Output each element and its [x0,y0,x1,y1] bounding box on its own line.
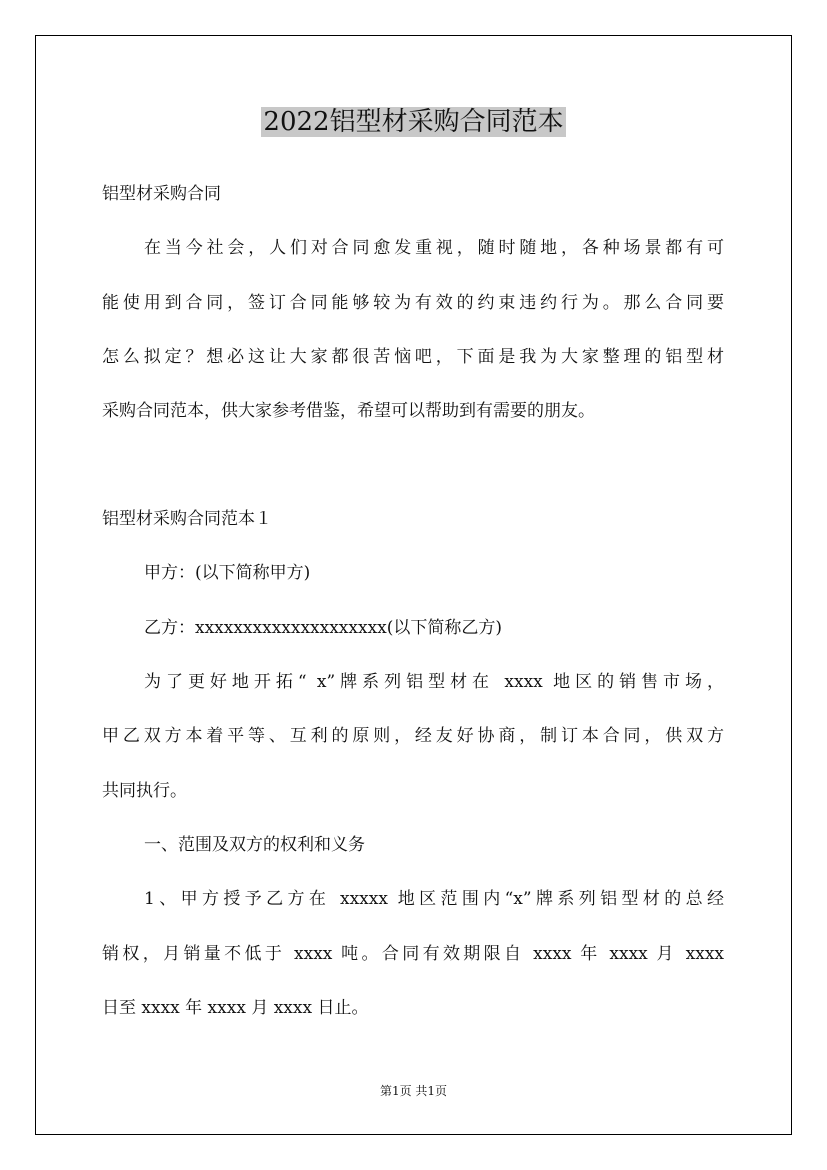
party-b: 乙方：xxxxxxxxxxxxxxxxxxxx(以下简称乙方) [144,618,503,638]
page-footer: 第1页 共1页 [379,1084,448,1098]
intro-line-4: 采购合同范本，供大家参考借鉴，希望可以帮助到有需要的朋友。 [102,401,595,421]
intro-line-2: 能使用到合同，签订合同能够较为有效的约束违约行为。那么合同要 [102,293,724,313]
clause-1-line-3: 日至 xxxx 年 xxxx 月 xxxx 日止。 [102,998,369,1018]
purpose-line-3: 共同执行。 [102,781,187,801]
intro-line-3: 怎么拟定？想必这让大家都很苦恼吧，下面是我为大家整理的铝型材 [102,347,724,367]
clause-heading: 一、范围及双方的权利和义务 [144,835,365,855]
clause-1-line-2: 销权，月销量不低于 xxxx 吨。合同有效期限自 xxxx 年 xxxx 月 xxxx [102,944,724,964]
intro-line-1: 在当今社会，人们对合同愈发重视，随时随地，各种场景都有可 [144,238,724,258]
purpose-line-2: 甲乙双方本着平等、互利的原则，经友好协商，制订本合同，供双方 [102,726,724,746]
purpose-line-1: 为了更好地开拓“ x”牌系列铝型材在 xxxx 地区的销售市场， [144,672,724,692]
document-heading: 铝型材采购合同 [102,184,221,204]
document-title: 2022铝型材采购合同范本 [263,107,564,137]
clause-1-line-1: 1、甲方授予乙方在 xxxxx 地区范围内“x”牌系列铝型材的总经 [144,889,724,909]
section-title: 铝型材采购合同范本１ [102,509,272,529]
party-a: 甲方：(以下简称甲方) [144,563,311,583]
